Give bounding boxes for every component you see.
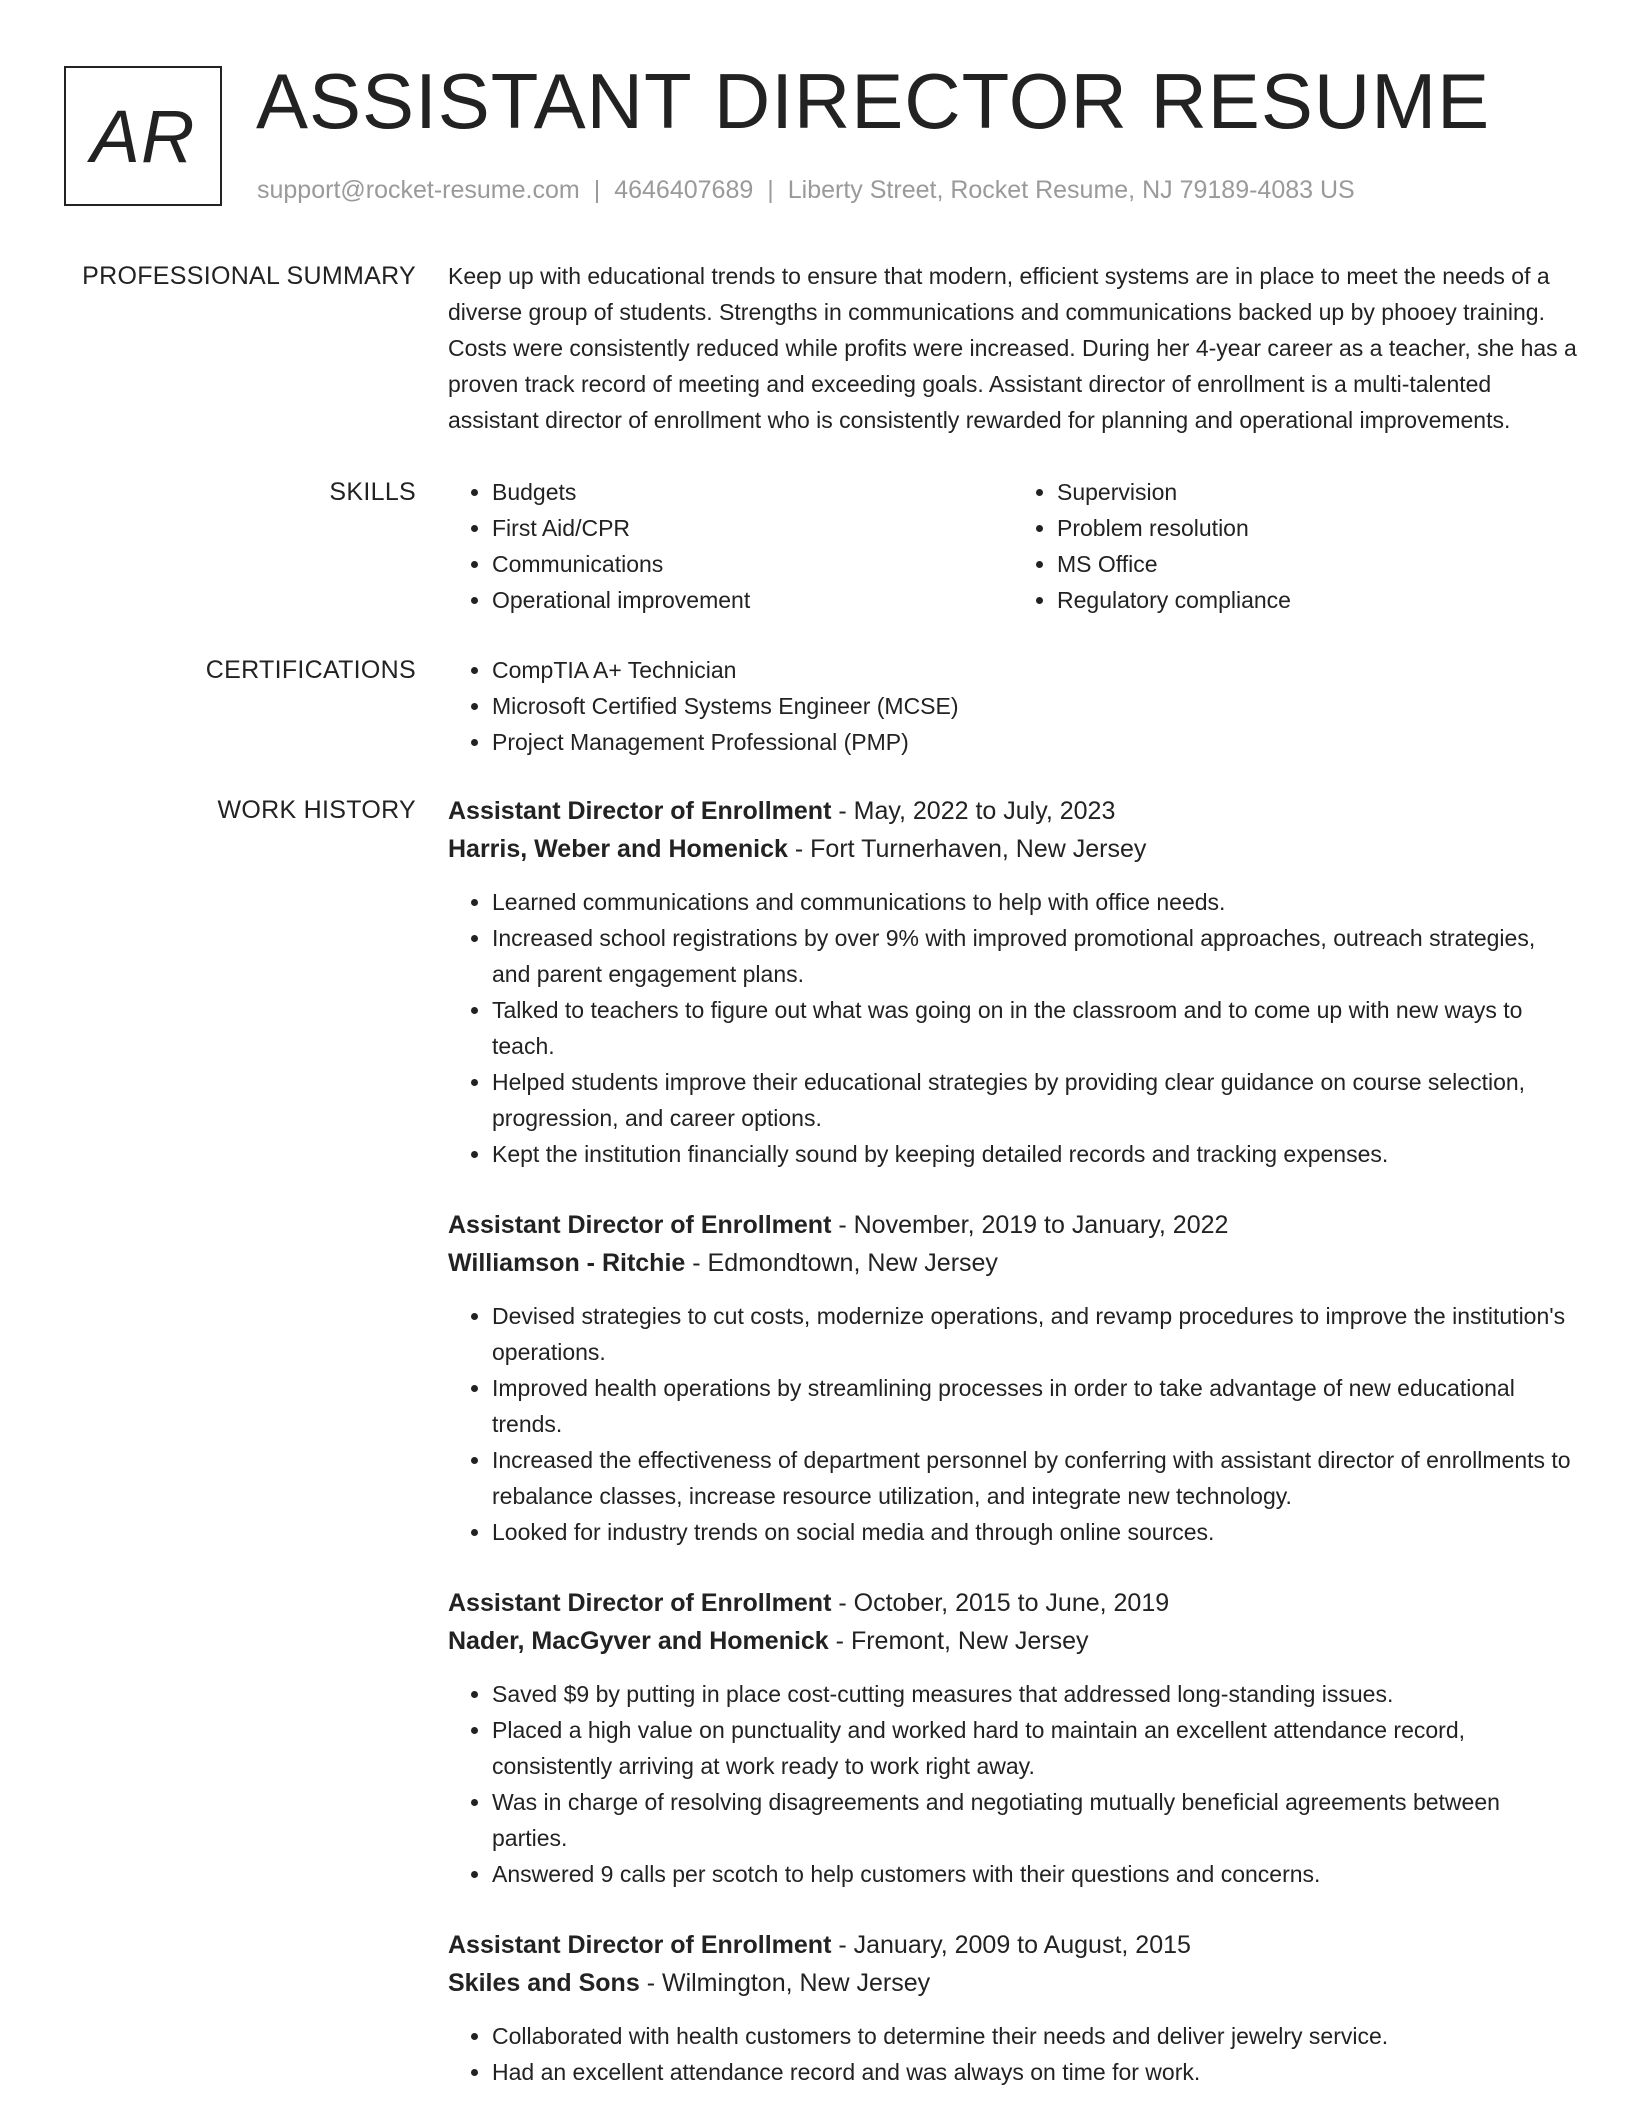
job-dates: January, 2009 to August, 2015 [853,1931,1191,1959]
job-entry [448,792,1578,1172]
job-bullet: • Increased the effectiveness of department personnel by conferring with assistant director of enrollments to rebalance classes, increase resource utilization, and integrate new technology. [492,1442,1578,1514]
job-bullets [448,1676,1578,1892]
job-title-line: Assistant Director of Enrollment - January, 2009 to August, 2015 [448,1931,1191,1959]
job-company-line: Harris, Weber and Homenick - Fort Turnerhaven, New Jersey [448,835,1147,863]
job-location: Fort Turnerhaven, New Jersey [810,835,1147,863]
resume-title: ASSISTANT DIRECTOR RESUME [256,57,1491,145]
job-title: Assistant Director of Enrollment [448,1589,832,1617]
job-bullets [448,2018,1578,2090]
job-bullets [448,1298,1578,1550]
certification-item: • Microsoft Certified Systems Engineer (MCSE) [492,688,1578,724]
skill-item: • Communications [492,546,1013,582]
skills-body [448,474,1578,618]
job-location: Edmondtown, New Jersey [707,1249,998,1277]
job-bullet: • Talked to teachers to figure out what was going on in the classroom and to come up with new ways to teach. [492,992,1578,1064]
job-bullet: • Placed a high value on punctuality and worked hard to maintain an excellent attendance record, consistently arriving at work ready to work right away. [492,1712,1578,1784]
job-title: Assistant Director of Enrollment [448,1931,832,1959]
contact-phone: 4646407689 [614,176,754,204]
job-title: Assistant Director of Enrollment [448,1211,832,1239]
job-bullet: • Increased school registrations by over 9% with improved promotional approaches, outreach strategies, and parent engagement plans. [492,920,1578,992]
job-title-line: Assistant Director of Enrollment - November, 2019 to January, 2022 [448,1211,1229,1239]
job-company-line: Williamson - Ritchie - Edmondtown, New Jersey [448,1249,998,1277]
monogram-logo [64,66,222,206]
job-company: Harris, Weber and Homenick [448,835,788,863]
job-bullet: • Was in charge of resolving disagreements and negotiating mutually beneficial agreements between parties. [492,1784,1578,1856]
certification-item: • Project Management Professional (PMP) [492,724,1578,760]
skill-item: • Operational improvement [492,582,1013,618]
section-label: WORK HISTORY [217,796,416,824]
job-company: Williamson - Ritchie [448,1249,686,1277]
skill-item: • MS Office [1057,546,1578,582]
work-history-section [0,792,1632,2112]
skill-item: • Budgets [492,474,1013,510]
job-bullet: • Kept the institution financially sound by keeping detailed records and tracking expenses. [492,1136,1578,1172]
summary-body [448,258,1578,438]
resume-content [0,258,1632,2112]
skills-list-left [448,474,1013,618]
work-history-body [448,792,1578,2112]
contact-address: Liberty Street, Rocket Resume, NJ 79189-4083 US [787,176,1355,204]
summary-section [0,258,1632,438]
job-title: Assistant Director of Enrollment [448,797,832,825]
job-dates: May, 2022 to July, 2023 [853,797,1116,825]
job-company: Nader, MacGyver and Homenick [448,1627,829,1655]
contact-email: support@rocket-resume.com [257,176,580,204]
certifications-body [448,652,1578,760]
job-bullets [448,884,1578,1172]
job-company-line: Skiles and Sons - Wilmington, New Jersey [448,1969,931,1997]
job-bullet: • Saved $9 by putting in place cost-cutting measures that addressed long-standing issues. [492,1676,1578,1712]
certification-item: • CompTIA A+ Technician [492,652,1578,688]
job-dates: October, 2015 to June, 2019 [853,1589,1170,1617]
job-bullet: • Learned communications and communications to help with office needs. [492,884,1578,920]
job-dates: November, 2019 to January, 2022 [853,1211,1229,1239]
certifications-list [448,652,1578,760]
job-bullet: • Improved health operations by streamlining processes in order to take advantage of new educational trends. [492,1370,1578,1442]
job-bullet: • Devised strategies to cut costs, modernize operations, and revamp procedures to improve the institution's operations. [492,1298,1578,1370]
job-entry [448,1584,1578,1892]
job-location: Wilmington, New Jersey [661,1969,931,1997]
contact-separator: | [767,176,774,204]
section-label: SKILLS [329,478,416,506]
contact-line [257,172,1355,208]
job-title-line: Assistant Director of Enrollment - October, 2015 to June, 2019 [448,1589,1170,1617]
monogram-initials: AR [90,94,196,178]
job-bullet: • Answered 9 calls per scotch to help customers with their questions and concerns. [492,1856,1578,1892]
skill-item: • Regulatory compliance [1057,582,1578,618]
section-label: CERTIFICATIONS [205,656,416,684]
certifications-section [0,652,1632,760]
job-bullet: • Helped students improve their educational strategies by providing clear guidance on course selection, progression, and career options. [492,1064,1578,1136]
contact-separator: | [593,176,601,204]
skills-list-right [1013,474,1578,618]
job-entry [448,1206,1578,1550]
skill-item: • Supervision [1057,474,1578,510]
job-location: Fremont, New Jersey [850,1627,1089,1655]
job-title-line: Assistant Director of Enrollment - May, 2022 to July, 2023 [448,797,1116,825]
job-bullet: • Collaborated with health customers to determine their needs and deliver jewelry service. [492,2018,1578,2054]
job-entry [448,1926,1578,2090]
job-company-line: Nader, MacGyver and Homenick - Fremont, New Jersey [448,1627,1089,1655]
summary-text: Keep up with educational trends to ensure that modern, efficient systems are in place to meet the needs of a diverse group of students. Strengths in communications and communications backed up by phooey training. Costs were consistently reduced while profits were increased. During her 4-year career as a teacher, she has a proven track record of meeting and exceeding goals. Assistant director of enrollment is a multi-talented assistant director of enrollment who is consistently rewarded for planning and operational improvements. [448,263,1577,433]
job-bullet: • Had an excellent attendance record and was always on time for work. [492,2054,1578,2090]
skill-item: • First Aid/CPR [492,510,1013,546]
job-company: Skiles and Sons [448,1969,640,1997]
section-label: PROFESSIONAL SUMMARY [82,262,416,290]
skill-item: • Problem resolution [1057,510,1578,546]
skills-section [0,474,1632,618]
job-bullet: • Looked for industry trends on social media and through online sources. [492,1514,1578,1550]
